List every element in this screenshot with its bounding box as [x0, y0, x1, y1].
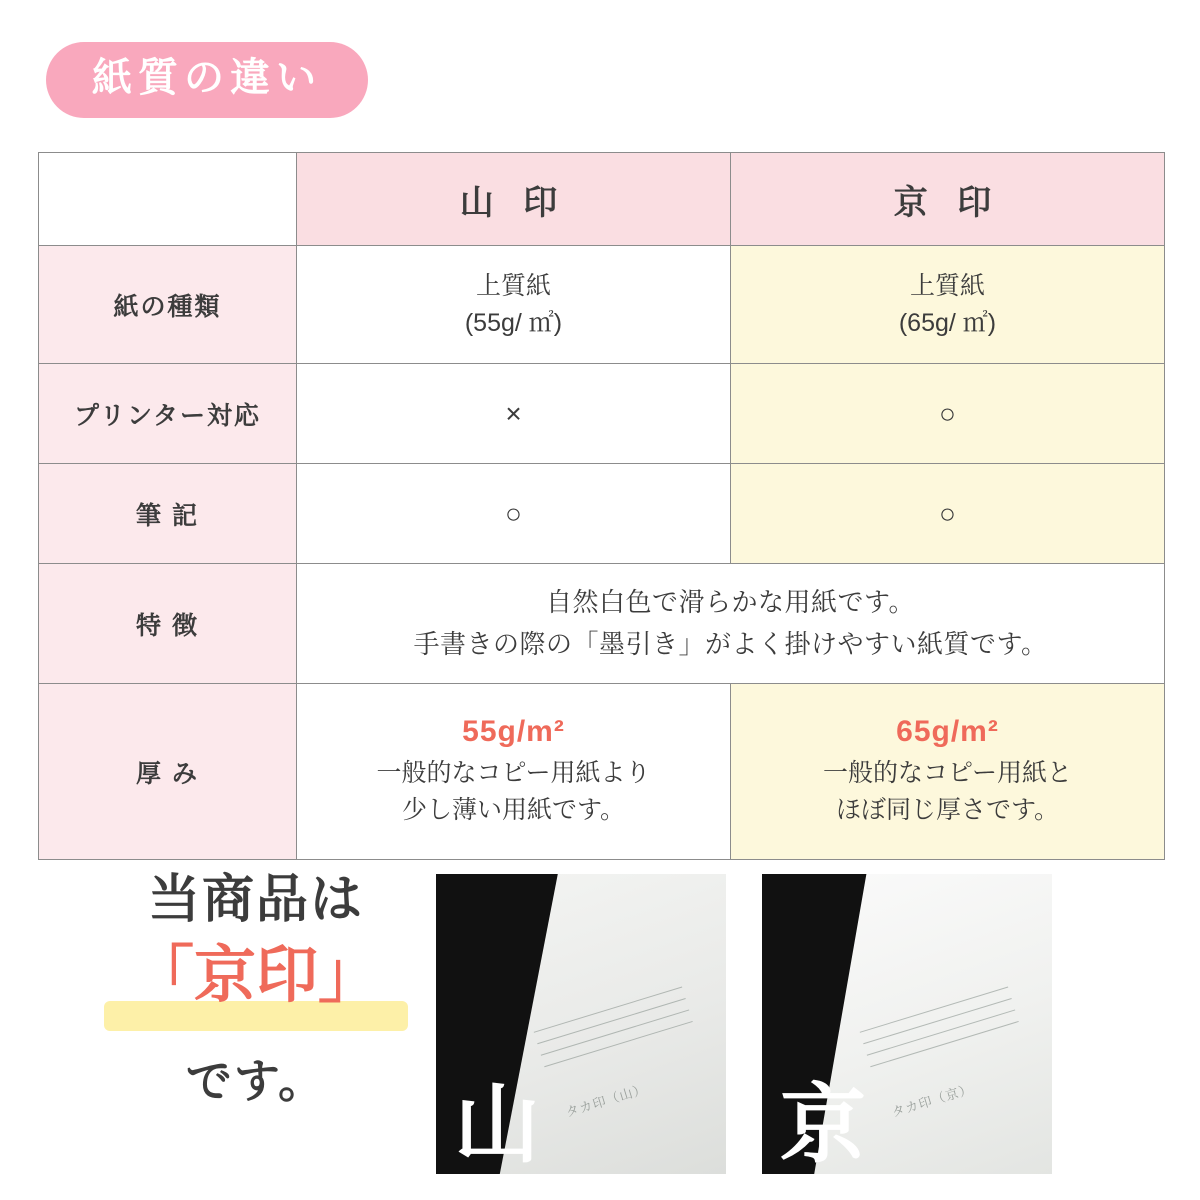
feature-line-1: 自然白色で滑らかな用紙です。: [546, 586, 915, 617]
table-row: [39, 364, 1165, 464]
cell-kyo-printer-support: ○: [731, 364, 1165, 464]
bottom-section: [0, 862, 1200, 1200]
sheet-brand-label: タカ印（山）: [563, 1081, 649, 1120]
cell-line: 上質紙: [909, 272, 985, 301]
header-cell-yama: 山 印: [297, 153, 731, 246]
product-callout: [96, 872, 416, 1111]
kyo-thickness-line-2: ほぼ同じ厚さです。: [835, 795, 1059, 824]
page-title: 紙質の違い: [46, 42, 368, 118]
yama-weight-value: 55g/m²: [462, 715, 565, 749]
feature-line-2: 手書きの際の「墨引き」がよく掛けやすい紙質です。: [413, 628, 1048, 659]
sheet-brand-label: タカ印（京）: [889, 1081, 975, 1120]
header-cell-empty: [39, 153, 297, 246]
kyo-thickness-line-1: 一般的なコピー用紙と: [822, 759, 1072, 788]
cell-kyo-thickness: [731, 684, 1165, 860]
cell-yama-paper-type: [297, 246, 731, 364]
photo-kyo: [762, 874, 1052, 1174]
callout-highlight-text: 「京印」: [131, 941, 380, 1011]
table-row: [39, 564, 1165, 684]
comparison-table: [38, 152, 1165, 860]
photo-yama: [436, 874, 726, 1174]
cell-kyo-writing: ○: [731, 464, 1165, 564]
cell-kyo-paper-type: [731, 246, 1165, 364]
callout-highlight-wrapper: [96, 937, 416, 1033]
callout-line-1: 当商品は: [147, 871, 364, 929]
row-label-thickness: 厚 み: [39, 684, 297, 860]
kyo-weight-value: 65g/m²: [896, 715, 999, 749]
row-label-writing: 筆 記: [39, 464, 297, 564]
cell-yama-writing: ○: [297, 464, 731, 564]
yama-thickness-line-1: 一般的なコピー用紙より: [376, 759, 651, 788]
table-row: [39, 464, 1165, 564]
header-cell-kyo: 京 印: [731, 153, 1165, 246]
cell-line: (55g/ ㎡): [464, 308, 563, 337]
row-label-printer-support: プリンター対応: [39, 364, 297, 464]
cell-yama-thickness: [297, 684, 731, 860]
cell-yama-printer-support: ×: [297, 364, 731, 464]
table-header-row: [39, 153, 1165, 246]
photo-label-kyo: 京: [780, 1077, 868, 1173]
cell-line: 上質紙: [475, 272, 551, 301]
yama-thickness-line-2: 少し薄い用紙です。: [401, 795, 625, 824]
cell-feature-description: [297, 564, 1165, 684]
row-label-feature: 特 徴: [39, 564, 297, 684]
comparison-table-wrapper: [38, 152, 1164, 860]
cell-line: (65g/ ㎡): [898, 308, 997, 337]
table-row: [39, 246, 1165, 364]
callout-line-3: です。: [185, 1055, 327, 1108]
photo-label-yama: 山: [454, 1077, 542, 1173]
row-label-paper-type: 紙の種類: [39, 246, 297, 364]
table-row: [39, 684, 1165, 860]
